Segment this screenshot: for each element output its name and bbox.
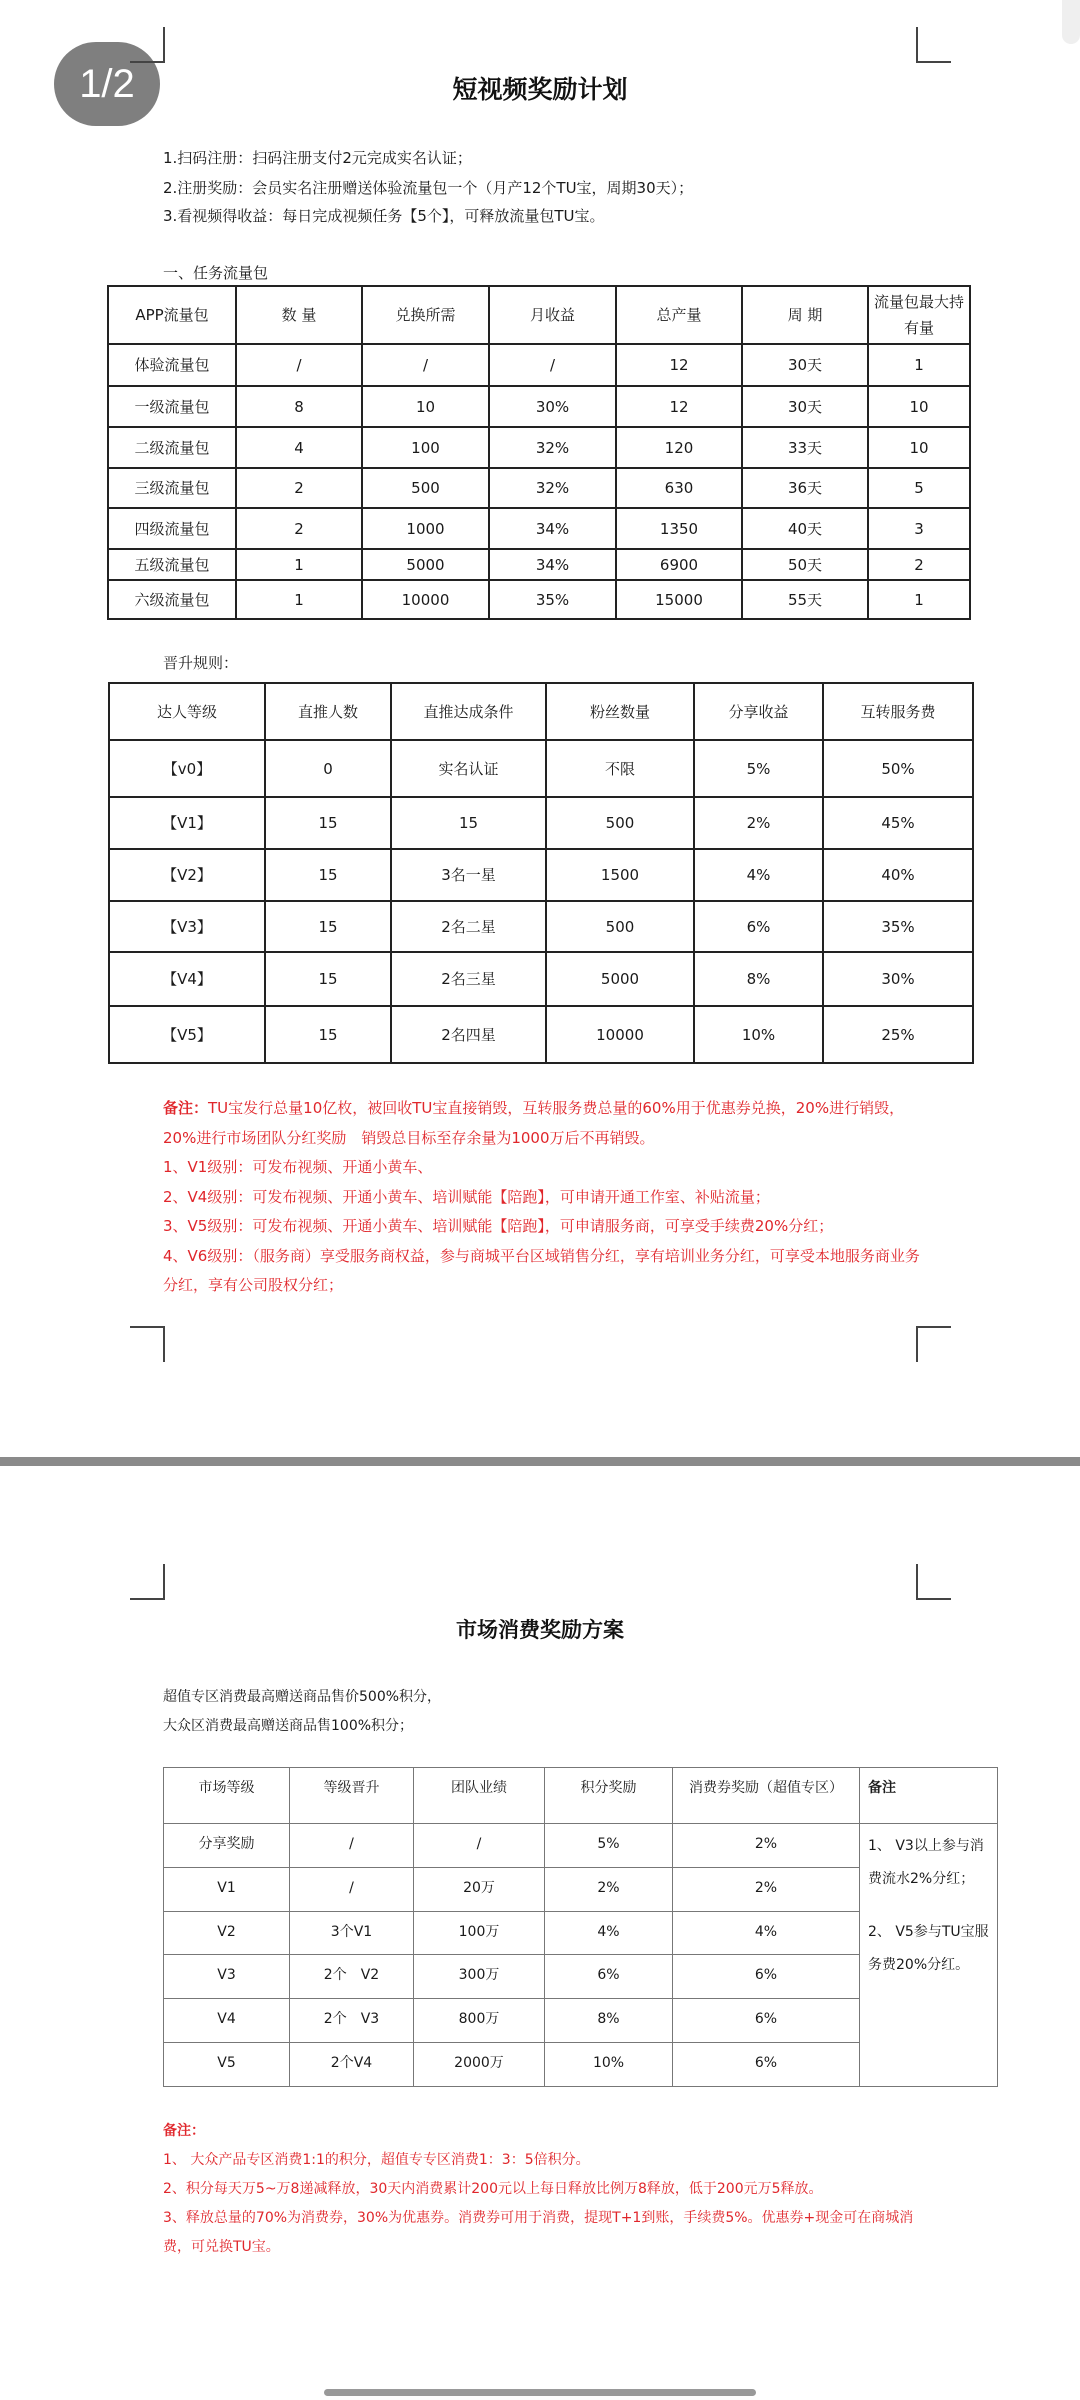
market-reward-table xyxy=(163,1767,998,2087)
table-cell: 3个V1 xyxy=(290,1912,414,1955)
table-cell: 8% xyxy=(545,1999,673,2043)
table-cell: 6900 xyxy=(616,549,742,580)
header-cell: APP流量包 xyxy=(108,286,236,344)
table-cell: 实名认证 xyxy=(391,740,546,797)
table-cell: 1 xyxy=(868,580,970,619)
table-cell: 三级流量包 xyxy=(108,468,236,508)
table-cell: 【V2】 xyxy=(109,849,265,901)
header-cell: 团队业绩 xyxy=(414,1768,545,1824)
table-header-row xyxy=(108,286,970,344)
notes-item: 2、V4级别：可发布视频、开通小黄车、培训赋能【陪跑】，可申请开通工作室、补贴流量； xyxy=(163,1187,770,1206)
notes-item: 2、积分每天万5~万8递减释放，30天内消费累计200元以上每日释放比例万8释放，低于200元万5释放。 xyxy=(163,2181,823,2197)
table-row xyxy=(108,344,970,386)
table-row xyxy=(109,849,973,901)
table-cell: V5 xyxy=(164,2043,290,2087)
table-cell: 1000 xyxy=(362,508,489,549)
table-row xyxy=(108,549,970,580)
table-cell: 五级流量包 xyxy=(108,549,236,580)
header-cell: 总产量 xyxy=(616,286,742,344)
notes-label: 备注： xyxy=(163,1099,209,1117)
table-cell: 10000 xyxy=(362,580,489,619)
table-row xyxy=(108,508,970,549)
section-heading: 一、任务流量包 xyxy=(163,264,269,282)
table-cell: 40% xyxy=(823,849,973,901)
notes-item: 3、释放总量的70%为消费券，30%为优惠券。消费券可用于消费，提现T+1到账，手续费5%。优惠券+现金可在商城消费，可兑换TU宝。 xyxy=(163,2210,914,2255)
remark-item: 2、 V5参与TU宝服务费20%分红。 xyxy=(868,1924,989,1973)
table-cell: / xyxy=(362,344,489,386)
table-cell: 2个 V3 xyxy=(290,1999,414,2043)
table-cell: 35% xyxy=(489,580,616,619)
table-cell: 800万 xyxy=(414,1999,545,2043)
intro-line: 超值专区消费最高赠送商品售价500%积分， xyxy=(163,1689,442,1705)
table-cell: 不限 xyxy=(546,740,694,797)
header-cell: 互转服务费 xyxy=(823,683,973,740)
table-cell: 500 xyxy=(546,901,694,952)
table-cell: 2% xyxy=(673,1868,860,1912)
table-cell: 2% xyxy=(545,1868,673,1912)
crop-mark-top-right xyxy=(916,1564,951,1600)
table-cell: 8 xyxy=(236,386,362,427)
table-cell: 1500 xyxy=(546,849,694,901)
table-header-row xyxy=(164,1768,998,1824)
notes-item: 1、V1级别：可发布视频、开通小黄车、 xyxy=(163,1158,433,1176)
table-cell: 六级流量包 xyxy=(108,580,236,619)
table-row xyxy=(108,580,970,619)
table-cell: 15 xyxy=(265,952,391,1006)
table-cell: V2 xyxy=(164,1912,290,1955)
crop-mark-top-left xyxy=(130,1564,165,1600)
table-cell: 5% xyxy=(545,1824,673,1868)
table-cell: 0 xyxy=(265,740,391,797)
table-row xyxy=(109,797,973,849)
notes-lead-text: TU宝发行总量10亿枚，被回收TU宝直接销毁，互转服务费总量的60%用于优惠券兑换，20%进行销毁，20%进行市场团队分红奖励 销毁总目标至存余量为1000万后不再销毁。 xyxy=(163,1099,905,1147)
table-cell: 1 xyxy=(236,580,362,619)
table-row xyxy=(109,740,973,797)
table-cell: / xyxy=(414,1824,545,1868)
table-cell: 四级流量包 xyxy=(108,508,236,549)
table-cell: 34% xyxy=(489,549,616,580)
table-cell: 100 xyxy=(362,427,489,468)
header-cell: 直推达成条件 xyxy=(391,683,546,740)
table-cell: 1 xyxy=(236,549,362,580)
table-cell: 300万 xyxy=(414,1955,545,1999)
header-cell: 市场等级 xyxy=(164,1768,290,1824)
table-cell: 一级流量包 xyxy=(108,386,236,427)
table-row xyxy=(109,1006,973,1063)
notes-item: 1、 大众产品专区消费1:1的积分，超值专专区消费1：3：5倍积分。 xyxy=(163,2152,590,2168)
table-row xyxy=(108,386,970,427)
crop-mark-bottom-right xyxy=(916,1326,951,1362)
table-row xyxy=(109,952,973,1006)
table-cell: 45% xyxy=(823,797,973,849)
crop-mark-top-right xyxy=(916,27,951,63)
table-cell: 1 xyxy=(868,344,970,386)
table-cell: 34% xyxy=(489,508,616,549)
notes-item: 3、V5级别：可发布视频、开通小黄车、培训赋能【陪跑】，可申请服务商，可享受手续费20%分红； xyxy=(163,1217,834,1235)
table-cell: 2 xyxy=(868,549,970,580)
table-cell: 30% xyxy=(823,952,973,1006)
table-cell: 二级流量包 xyxy=(108,427,236,468)
table-cell: 4% xyxy=(545,1912,673,1955)
table-cell: 500 xyxy=(362,468,489,508)
table-cell: 630 xyxy=(616,468,742,508)
table-cell: 10 xyxy=(868,386,970,427)
table-cell: 30天 xyxy=(742,386,868,427)
table-cell: 6% xyxy=(673,1999,860,2043)
table-cell: 15 xyxy=(265,797,391,849)
header-cell: 粉丝数量 xyxy=(546,683,694,740)
table-cell: 120 xyxy=(616,427,742,468)
table-cell: 5% xyxy=(694,740,823,797)
table-cell: 20万 xyxy=(414,1868,545,1912)
crop-mark-top-left xyxy=(130,27,165,63)
notes-item: 4、V6级别：（服务商）享受服务商权益，参与商城平台区域销售分红，享有培训业务分红，可享受本地服务商业务分红，享有公司股权分红； xyxy=(163,1246,920,1294)
table-cell: 10 xyxy=(362,386,489,427)
crop-mark-bottom-left xyxy=(130,1326,165,1362)
table-cell: 100万 xyxy=(414,1912,545,1955)
notes-label xyxy=(163,2117,923,2146)
table-cell: 8% xyxy=(694,952,823,1006)
table-cell: 2000万 xyxy=(414,2043,545,2087)
table-row xyxy=(108,427,970,468)
table-cell: 15 xyxy=(265,1006,391,1063)
section-heading: 晋升规则： xyxy=(163,654,239,672)
scrollbar-thumb[interactable] xyxy=(1062,0,1080,44)
table-cell: 30天 xyxy=(742,344,868,386)
header-cell: 达人等级 xyxy=(109,683,265,740)
header-cell: 积分奖励 xyxy=(545,1768,673,1824)
notes-label-text: 备注： xyxy=(163,2123,205,2139)
table-cell: 12 xyxy=(616,344,742,386)
table-cell: 体验流量包 xyxy=(108,344,236,386)
traffic-package-table xyxy=(107,285,971,620)
table-cell: 10% xyxy=(545,2043,673,2087)
table-row xyxy=(164,1824,998,1868)
page-indicator-badge: 1/2 xyxy=(54,42,160,126)
table-cell: 4% xyxy=(694,849,823,901)
table-cell: 2个V4 xyxy=(290,2043,414,2087)
table-cell: 6% xyxy=(545,1955,673,1999)
table-cell: 36天 xyxy=(742,468,868,508)
table-cell: 2% xyxy=(694,797,823,849)
table-cell: 25% xyxy=(823,1006,973,1063)
header-cell: 兑换所需 xyxy=(362,286,489,344)
table-cell: 15 xyxy=(391,797,546,849)
table-cell: 55天 xyxy=(742,580,868,619)
table-cell: 6% xyxy=(694,901,823,952)
remark-item: 1、 V3以上参与消费流水2%分红； xyxy=(868,1838,984,1887)
header-cell: 消费券奖励（超值专区） xyxy=(673,1768,860,1824)
table-cell: 分享奖励 xyxy=(164,1824,290,1868)
notes-block xyxy=(163,1094,923,1301)
table-cell: 4% xyxy=(673,1912,860,1955)
table-cell: 33天 xyxy=(742,427,868,468)
header-cell-remarks: 备注 xyxy=(860,1768,998,1824)
table-header-row xyxy=(109,683,973,740)
table-cell: V4 xyxy=(164,1999,290,2043)
page-title: 市场消费奖励方案 xyxy=(456,1618,624,1642)
table-cell: 50天 xyxy=(742,549,868,580)
table-cell: 10% xyxy=(694,1006,823,1063)
table-cell: 32% xyxy=(489,427,616,468)
table-cell: 【V3】 xyxy=(109,901,265,952)
table-cell: 2个 V2 xyxy=(290,1955,414,1999)
table-cell: 【V1】 xyxy=(109,797,265,849)
header-cell: 等级晋升 xyxy=(290,1768,414,1824)
table-cell: 2名二星 xyxy=(391,901,546,952)
table-cell: 10 xyxy=(868,427,970,468)
remarks-cell xyxy=(860,1824,998,2087)
table-cell: 15 xyxy=(265,901,391,952)
table-cell: 3名一星 xyxy=(391,849,546,901)
table-cell: 2名四星 xyxy=(391,1006,546,1063)
home-indicator[interactable] xyxy=(324,2389,756,2396)
table-cell: 2名三星 xyxy=(391,952,546,1006)
table-cell: 50% xyxy=(823,740,973,797)
table-cell: 500 xyxy=(546,797,694,849)
table-cell: 3 xyxy=(868,508,970,549)
page-separator xyxy=(0,1457,1080,1466)
table-cell: / xyxy=(290,1868,414,1912)
table-cell: 1350 xyxy=(616,508,742,549)
table-cell: 6% xyxy=(673,2043,860,2087)
table-cell: 35% xyxy=(823,901,973,952)
table-cell: 5 xyxy=(868,468,970,508)
table-cell: / xyxy=(489,344,616,386)
header-cell: 分享收益 xyxy=(694,683,823,740)
table-row xyxy=(108,468,970,508)
promotion-rules-table xyxy=(108,682,974,1064)
table-cell: / xyxy=(236,344,362,386)
header-cell: 流量包最大持有量 xyxy=(868,286,970,344)
table-cell: 5000 xyxy=(546,952,694,1006)
intro-line: 3.看视频得收益：每日完成视频任务【5个】，可释放流量包TU宝。 xyxy=(163,207,605,225)
notes-block xyxy=(163,2117,923,2262)
table-cell: 15 xyxy=(265,849,391,901)
notes-lead xyxy=(163,1094,923,1153)
table-cell: V3 xyxy=(164,1955,290,1999)
table-cell: 30% xyxy=(489,386,616,427)
table-cell: 【v0】 xyxy=(109,740,265,797)
table-cell: V1 xyxy=(164,1868,290,1912)
table-cell: / xyxy=(290,1824,414,1868)
intro-line: 大众区消费最高赠送商品售100%积分； xyxy=(163,1718,414,1734)
table-cell: 10000 xyxy=(546,1006,694,1063)
table-cell: 4 xyxy=(236,427,362,468)
table-row xyxy=(109,901,973,952)
table-cell: 2% xyxy=(673,1824,860,1868)
header-cell: 月收益 xyxy=(489,286,616,344)
table-cell: 40天 xyxy=(742,508,868,549)
table-cell: 2 xyxy=(236,508,362,549)
table-cell: 5000 xyxy=(362,549,489,580)
table-cell: 【V5】 xyxy=(109,1006,265,1063)
table-cell: 2 xyxy=(236,468,362,508)
header-cell: 周 期 xyxy=(742,286,868,344)
page-title: 短视频奖励计划 xyxy=(452,75,628,104)
table-cell: 6% xyxy=(673,1955,860,1999)
header-cell: 直推人数 xyxy=(265,683,391,740)
intro-line: 1.扫码注册：扫码注册支付2元完成实名认证； xyxy=(163,149,472,167)
table-cell: 12 xyxy=(616,386,742,427)
intro-line: 2.注册奖励：会员实名注册赠送体验流量包一个（月产12个TU宝，周期30天）； xyxy=(163,179,694,197)
table-cell: 32% xyxy=(489,468,616,508)
table-cell: 15000 xyxy=(616,580,742,619)
header-cell: 数 量 xyxy=(236,286,362,344)
table-cell: 【V4】 xyxy=(109,952,265,1006)
